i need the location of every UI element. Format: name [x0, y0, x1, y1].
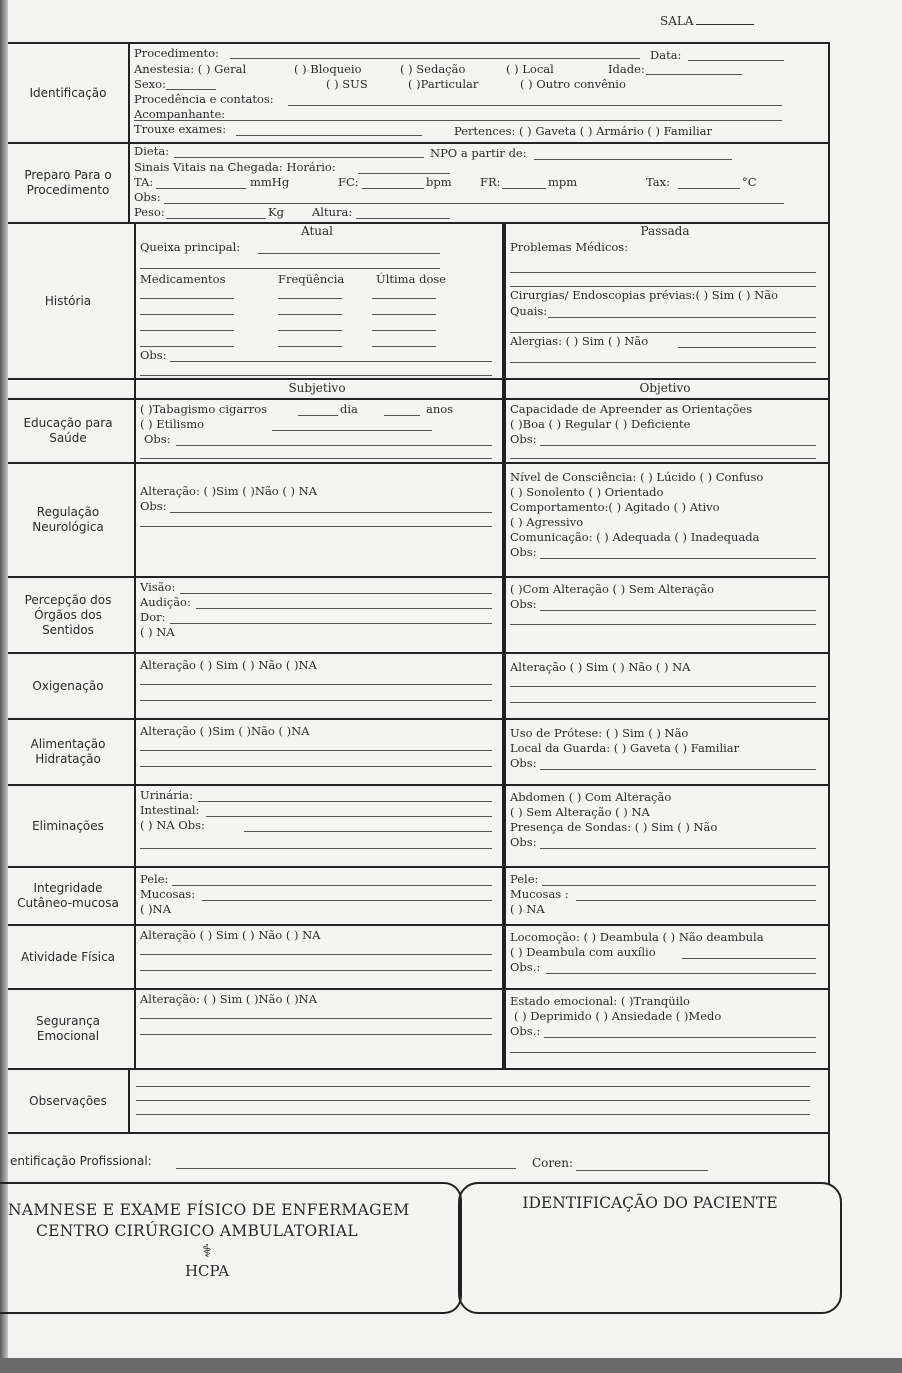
- cell-historia-atual: [134, 224, 504, 380]
- acompanhante-line[interactable]: [134, 120, 782, 121]
- visao-label: Visão:: [140, 580, 176, 594]
- hcpa-logo: [172, 1242, 242, 1280]
- obs-atividade-label: Obs.:: [510, 960, 541, 974]
- cell-eliminacoes-obj: [504, 786, 830, 868]
- sexo-line[interactable]: [166, 89, 216, 90]
- conv-outro: ( ) Outro convênio: [520, 77, 626, 91]
- row-sentidos: [8, 576, 830, 652]
- alimentacao-line-2[interactable]: [140, 766, 492, 767]
- pele-obj-label: Pele:: [510, 872, 539, 886]
- oxigenacao-line-2[interactable]: [140, 700, 492, 701]
- fr-line[interactable]: [502, 188, 546, 189]
- pertences-label: Pertences: ( ) Gaveta ( ) Armário ( ) Familiar: [454, 124, 713, 138]
- patient-id-title: IDENTIFICAÇÃO DO PACIENTE: [522, 1194, 778, 1212]
- fc-line[interactable]: [362, 188, 424, 189]
- urinaria-label: Urinária:: [140, 788, 194, 802]
- row-alimentacao: [8, 718, 830, 784]
- row-historia: [8, 222, 830, 378]
- hcpa-logo-text: HCPA: [184, 1262, 230, 1280]
- problemas-line[interactable]: [510, 272, 816, 273]
- tax-line[interactable]: [678, 188, 740, 189]
- fr-label: FR:: [480, 175, 501, 189]
- sala-label: SALA: [660, 14, 694, 28]
- queixa-label: Queixa principal:: [140, 240, 241, 254]
- anos-label: anos: [426, 402, 454, 416]
- cell-seguranca-obj: [504, 990, 830, 1070]
- capacidade-label: Capacidade de Apreender as Orientações: [510, 402, 753, 416]
- med-line-1[interactable]: [140, 298, 234, 299]
- row-educacao: [8, 398, 830, 462]
- anestesia-sedacao: ( ) Sedação: [400, 62, 466, 76]
- eliminacoes-obs-line[interactable]: [244, 831, 492, 832]
- anestesia-local: ( ) Local: [506, 62, 554, 76]
- obs-sentidos-label: Obs:: [510, 597, 537, 611]
- quais-line[interactable]: [548, 317, 816, 318]
- dose-line-2[interactable]: [372, 314, 436, 315]
- oxigenacao-obj-line-2[interactable]: [510, 702, 816, 703]
- coren-line[interactable]: [576, 1170, 708, 1171]
- etilismo-line[interactable]: [272, 430, 432, 431]
- auxilio-line[interactable]: [682, 958, 816, 959]
- cell-identificacao: [128, 44, 830, 144]
- deprimido-label: ( ) Deprimido ( ) Ansiedade ( )Medo: [514, 1009, 722, 1023]
- mucosas-line[interactable]: [202, 900, 492, 901]
- row-profissional: [8, 1132, 830, 1182]
- obs-preparo-label: Obs:: [134, 190, 161, 204]
- dieta-label: Dieta:: [134, 144, 170, 158]
- cell-seguranca-subj: [134, 990, 504, 1070]
- observacoes-line-3[interactable]: [136, 1114, 810, 1115]
- tabagismo-label: ( )Tabagismo cigarros: [140, 402, 268, 416]
- peso-line[interactable]: [166, 218, 266, 219]
- celsius-label: °C: [742, 175, 757, 189]
- cirurgias-label: Cirurgias/ Endoscopias prévias:( ) Sim ( ) Não: [510, 288, 779, 302]
- problemas-line-2[interactable]: [510, 286, 816, 287]
- quais-label: Quais:: [510, 304, 548, 318]
- cell-objetivo-header: [504, 380, 830, 400]
- procedimento-label: Procedimento:: [134, 46, 219, 60]
- row-observacoes: [8, 1068, 830, 1132]
- atividade-alteracao: Alteração ( ) Sim ( ) Não ( ) NA: [140, 928, 321, 942]
- alergias-label: Alergias: ( ) Sim ( ) Não: [510, 334, 649, 348]
- sala-field: [660, 14, 754, 28]
- obs-alimentacao-label: Obs:: [510, 756, 537, 770]
- obs-historia-label: Obs:: [140, 348, 167, 362]
- seguranca-alteracao: Alteração: ( ) Sim ( )Não ( )NA: [140, 992, 318, 1006]
- problemas-label: Problemas Médicos:: [510, 240, 629, 254]
- med-line-3[interactable]: [140, 330, 234, 331]
- row-oxigenacao: [8, 652, 830, 718]
- estado-label: Estado emocional: ( )Tranqüilo: [510, 994, 690, 1008]
- neuro-alteracao: Alteração: ( )Sim ( )Não ( ) NA: [140, 484, 318, 498]
- seguranca-line-1[interactable]: [140, 1018, 492, 1019]
- cigarros-line[interactable]: [298, 415, 338, 416]
- sentidos-na: ( ) NA: [140, 625, 175, 639]
- obs-neuro2-line[interactable]: [540, 558, 816, 559]
- pele-label: Pele:: [140, 872, 169, 886]
- anos-line[interactable]: [384, 415, 420, 416]
- altura-label: Altura:: [312, 205, 353, 219]
- dor-line[interactable]: [170, 623, 492, 624]
- cell-atividade-obj: [504, 926, 830, 990]
- obs-capacidade-line-2[interactable]: [510, 458, 816, 459]
- anestesia-geral: Anestesia: ( ) Geral: [134, 62, 247, 76]
- freq-line-4[interactable]: [278, 346, 342, 347]
- quais-line-2[interactable]: [510, 332, 816, 333]
- cell-neuro-subj: [134, 464, 504, 578]
- obs-seguranca-line[interactable]: [544, 1037, 816, 1038]
- profissional-label: entificação Profissional:: [10, 1154, 152, 1168]
- label-eliminacoes: Eliminações: [32, 818, 104, 833]
- urinaria-line[interactable]: [198, 801, 492, 802]
- capacidade-opcoes: ( )Boa ( ) Regular ( ) Deficiente: [510, 417, 691, 431]
- eliminacoes-na-obs: ( ) NA Obs:: [140, 818, 205, 832]
- obs-capacidade-line[interactable]: [540, 445, 816, 446]
- procedencia-label: Procedência e contatos:: [134, 92, 274, 106]
- sonolento-label: ( ) Sonolento ( ) Orientado: [510, 485, 664, 499]
- freq-line-3[interactable]: [278, 330, 342, 331]
- dose-line-1[interactable]: [372, 298, 436, 299]
- cell-preparo: [128, 144, 830, 224]
- npo-line[interactable]: [534, 159, 732, 160]
- queixa-line-2[interactable]: [140, 268, 440, 269]
- dia-label: dia: [340, 402, 358, 416]
- oxigenacao-obj-line-1[interactable]: [510, 686, 816, 687]
- pele-obj-line[interactable]: [542, 885, 816, 886]
- queixa-line[interactable]: [258, 253, 440, 254]
- mpm-label: mpm: [548, 175, 578, 189]
- row-seguranca: [8, 988, 830, 1068]
- ta-line[interactable]: [156, 188, 246, 189]
- procedimento-line[interactable]: [230, 58, 640, 59]
- row-atividade: [8, 924, 830, 988]
- protese-label: Uso de Prótese: ( ) Sim ( ) Não: [510, 726, 689, 740]
- obs-educacao-line[interactable]: [176, 445, 492, 446]
- atual-header: Atual: [301, 224, 333, 238]
- mmhg-label: mmHg: [250, 175, 290, 189]
- data-line[interactable]: [688, 60, 784, 61]
- ta-label: TA:: [134, 175, 154, 189]
- label-preparo: Preparo Para o Procedimento: [24, 168, 112, 197]
- label-integridade: Integridade Cutâneo-mucosa: [17, 881, 119, 910]
- obs-capacidade-label: Obs:: [510, 432, 537, 446]
- data-label: Data:: [650, 48, 682, 62]
- npo-label: NPO a partir de:: [430, 146, 527, 160]
- patient-id-box[interactable]: [458, 1182, 842, 1314]
- alimentacao-alteracao: Alteração ( )Sim ( )Não ( )NA: [140, 724, 310, 738]
- passada-header: Passada: [640, 224, 690, 238]
- obs-neuro-line[interactable]: [170, 512, 492, 513]
- conv-particular: ( )Particular: [408, 77, 479, 91]
- cell-oxigenacao-obj: [504, 654, 830, 720]
- cell-alimentacao-obj: [504, 720, 830, 786]
- cell-sentidos-obj: [504, 578, 830, 654]
- eliminacoes-line-2[interactable]: [140, 848, 492, 849]
- row-integridade: [8, 866, 830, 924]
- obs-seguranca-line-2[interactable]: [510, 1052, 816, 1053]
- coren-label: Coren:: [532, 1156, 574, 1170]
- subjetivo-header: Subjetivo: [288, 381, 346, 395]
- comunicacao-label: Comunicação: ( ) Adequada ( ) Inadequada: [510, 530, 760, 544]
- obs-educacao-line-2[interactable]: [140, 458, 492, 459]
- cell-subjetivo-header: [134, 380, 504, 400]
- obs-neuro-line-2[interactable]: [140, 526, 492, 527]
- footer-title-line-1: NAMNESE E EXAME FÍSICO DE ENFERMAGEM: [8, 1201, 410, 1219]
- guarda-label: Local da Guarda: ( ) Gaveta ( ) Familiar: [510, 741, 740, 755]
- mucosas-label: Mucosas:: [140, 887, 196, 901]
- seguranca-line-2[interactable]: [140, 1034, 492, 1035]
- mucosas-obj-label: Mucosas :: [510, 887, 569, 901]
- obs-eliminacoes-label: Obs:: [510, 835, 537, 849]
- obs-sentidos-line[interactable]: [540, 610, 816, 611]
- sentidos-alteracao: ( )Com Alteração ( ) Sem Alteração: [510, 582, 715, 596]
- cell-historia-passada: [504, 224, 830, 380]
- fc-label: FC:: [338, 175, 359, 189]
- idade-label: Idade:: [608, 62, 645, 76]
- atividade-line-2[interactable]: [140, 970, 492, 971]
- anestesia-bloqueio: ( ) Bloqueio: [294, 62, 362, 76]
- peso-label: Peso:: [134, 205, 165, 219]
- abdomen-label: Abdomen ( ) Com Alteração: [510, 790, 672, 804]
- visao-line[interactable]: [180, 593, 492, 594]
- idade-line[interactable]: [646, 74, 742, 75]
- conv-sus: ( ) SUS: [326, 77, 368, 91]
- alergias-line-2[interactable]: [510, 362, 816, 363]
- integridade-na: ( )NA: [140, 902, 171, 916]
- sem-alteracao-label: ( ) Sem Alteração ( ) NA: [510, 805, 650, 819]
- trouxe-line[interactable]: [236, 135, 422, 136]
- obs-seguranca-label: Obs.:: [510, 1024, 541, 1038]
- footer-title: [8, 1200, 410, 1242]
- audicao-label: Audição:: [140, 595, 191, 609]
- sala-line[interactable]: [696, 14, 754, 25]
- observacoes-line-1[interactable]: [136, 1086, 810, 1087]
- dose-line-4[interactable]: [372, 346, 436, 347]
- cell-alimentacao-subj: [134, 720, 504, 786]
- oxigenacao-line-1[interactable]: [140, 684, 492, 685]
- label-atividade: Atividade Física: [20, 949, 116, 964]
- bpm-label: bpm: [426, 175, 452, 189]
- med-line-4[interactable]: [140, 346, 234, 347]
- cell-educacao-subj: [134, 400, 504, 464]
- obs-atividade-line[interactable]: [546, 973, 816, 974]
- integridade-obj-na: ( ) NA: [510, 902, 545, 916]
- label-identificacao: Identificação: [29, 85, 107, 100]
- medicamentos-header: Medicamentos: [140, 272, 226, 286]
- ultima-dose-header: Última dose: [376, 272, 447, 286]
- label-oxigenacao: Oxigenação: [32, 678, 104, 693]
- label-educacao: Educação para Saúde: [23, 416, 113, 445]
- procedencia-line[interactable]: [288, 105, 782, 106]
- oxigenacao-alteracao-obj: Alteração ( ) Sim ( ) Não ( ) NA: [510, 660, 691, 674]
- cell-educacao-obj: [504, 400, 830, 464]
- cell-observacoes: [128, 1070, 830, 1134]
- obs-educacao-label: Obs:: [144, 432, 171, 446]
- cell-oxigenacao-subj: [134, 654, 504, 720]
- med-line-2[interactable]: [140, 314, 234, 315]
- agressivo-label: ( ) Agressivo: [510, 515, 584, 529]
- label-neuro: Regulação Neurológica: [32, 505, 104, 534]
- row-section-headers: [8, 378, 830, 398]
- page-bottom-shadow: [0, 1358, 902, 1373]
- audicao-line[interactable]: [196, 608, 492, 609]
- cell-sentidos-subj: [134, 578, 504, 654]
- alimentacao-line-1[interactable]: [140, 750, 492, 751]
- cell-integridade-subj: [134, 868, 504, 926]
- objetivo-header: Objetivo: [639, 381, 691, 395]
- dor-label: Dor:: [140, 610, 166, 624]
- observacoes-line-2[interactable]: [136, 1100, 810, 1101]
- obs-neuro-label: Obs:: [140, 499, 167, 513]
- cell-integridade-obj: [504, 868, 830, 926]
- alergias-line[interactable]: [678, 347, 816, 348]
- frequencia-header: Freqüência: [278, 272, 345, 286]
- footer-title-line-2: CENTRO CIRÚRGICO AMBULATORIAL: [36, 1222, 358, 1240]
- trouxe-label: Trouxe exames:: [134, 122, 227, 136]
- obs-sentidos-line-2[interactable]: [510, 624, 816, 625]
- oxigenacao-alteracao: Alteração ( ) Sim ( ) Não ( )NA: [140, 658, 317, 672]
- sinais-label: Sinais Vitais na Chegada: Horário:: [134, 160, 336, 174]
- pele-line[interactable]: [172, 885, 492, 886]
- locomocao-label: Locomoção: ( ) Deambula ( ) Não deambula: [510, 930, 764, 944]
- obs-preparo-line[interactable]: [164, 203, 784, 204]
- obs-historia-line[interactable]: [170, 361, 492, 362]
- obs-alimentacao-line[interactable]: [540, 769, 816, 770]
- cell-atividade-subj: [134, 926, 504, 990]
- obs-eliminacoes-line[interactable]: [540, 848, 816, 849]
- tax-label: Tax:: [646, 175, 670, 189]
- right-border: [828, 1134, 830, 1184]
- row-eliminacoes: [8, 784, 830, 866]
- row-preparo: [8, 142, 830, 222]
- comportamento-label: Comportamento:( ) Agitado ( ) Ativo: [510, 500, 720, 514]
- altura-line[interactable]: [356, 218, 450, 219]
- sondas-label: Presença de Sondas: ( ) Sim ( ) Não: [510, 820, 718, 834]
- page-edge-shadow: [0, 0, 8, 1373]
- row-identificacao: [8, 42, 830, 142]
- atividade-line-1[interactable]: [140, 954, 492, 955]
- label-sentidos: Percepção dos Órgãos dos Sentidos: [24, 592, 112, 637]
- intestinal-line[interactable]: [206, 816, 492, 817]
- obs-neuro2-label: Obs:: [510, 545, 537, 559]
- auxilio-label: ( ) Deambula com auxílio: [510, 945, 656, 959]
- nivel-label: Nível de Consciência: ( ) Lúcido ( ) Confuso: [510, 470, 764, 484]
- dose-line-3[interactable]: [372, 330, 436, 331]
- intestinal-label: Intestinal:: [140, 803, 200, 817]
- label-seguranca: Segurança Emocional: [35, 1014, 101, 1043]
- obs-historia-line-2[interactable]: [140, 375, 492, 376]
- profissional-line[interactable]: [176, 1168, 516, 1169]
- dieta-line[interactable]: [174, 157, 424, 158]
- label-historia: História: [44, 293, 92, 308]
- horario-line[interactable]: [358, 173, 450, 174]
- row-neuro: [8, 462, 830, 576]
- sexo-label: Sexo:: [134, 77, 166, 91]
- cell-neuro-obj: [504, 464, 830, 578]
- etilismo-label: ( ) Etilismo: [140, 417, 205, 431]
- freq-line-1[interactable]: [278, 298, 342, 299]
- mucosas-obj-line[interactable]: [576, 900, 816, 901]
- acompanhante-label: Acompanhante:: [134, 107, 226, 121]
- label-observacoes: Observações: [29, 1093, 107, 1108]
- cell-eliminacoes-subj: [134, 786, 504, 868]
- kg-label: Kg: [268, 205, 284, 219]
- hcpa-logo-icon: ⚕: [202, 1241, 212, 1262]
- freq-line-2[interactable]: [278, 314, 342, 315]
- label-alimentacao: Alimentação Hidratação: [30, 737, 106, 766]
